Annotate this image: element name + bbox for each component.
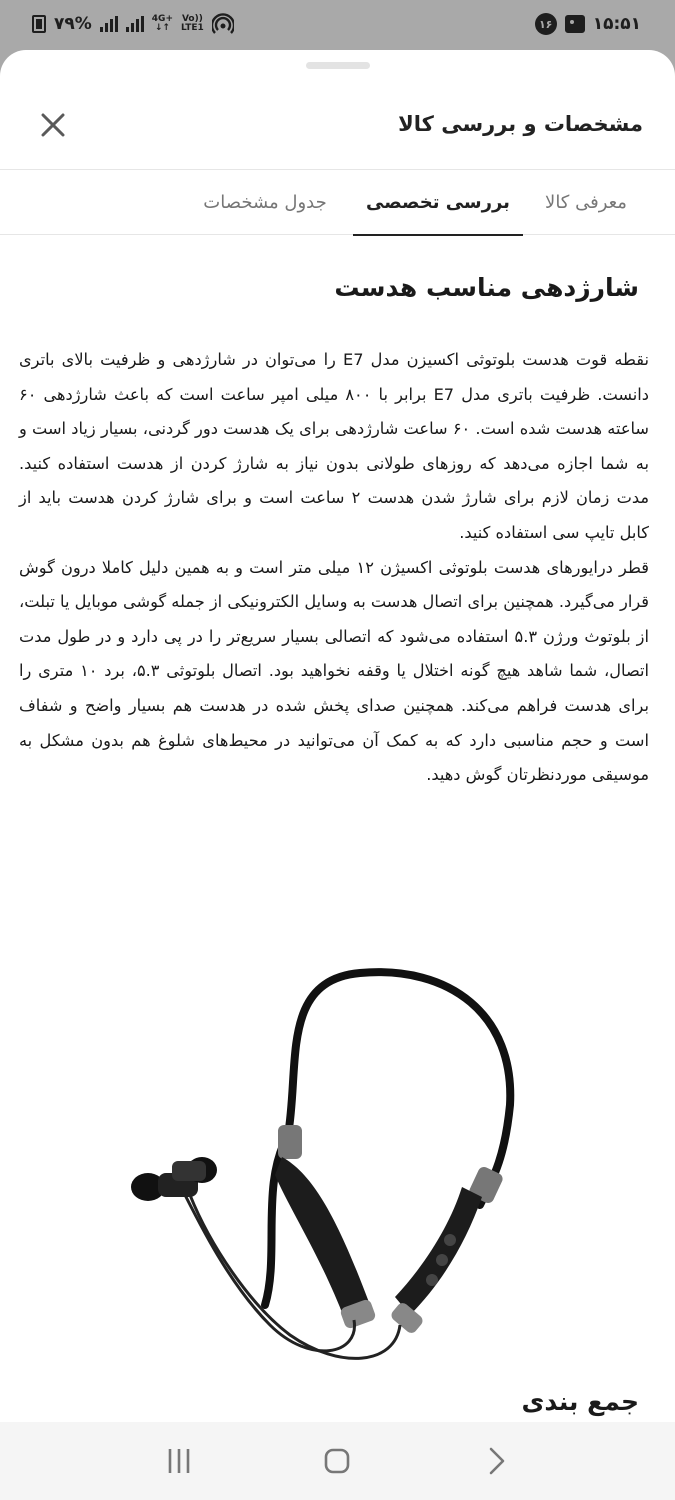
headset-product-image bbox=[110, 925, 550, 1370]
battery-level: ۷۹% bbox=[54, 14, 92, 34]
status-bar bbox=[0, 0, 675, 48]
sheet-header bbox=[0, 90, 675, 170]
volte-indicator bbox=[181, 15, 204, 33]
close-button[interactable] bbox=[38, 110, 68, 140]
lte-label: LTE1 bbox=[181, 23, 204, 33]
network-arrows-icon: ↓↑ bbox=[154, 23, 170, 33]
status-left bbox=[32, 13, 234, 35]
hotspot-icon bbox=[212, 13, 234, 35]
signal-icon bbox=[100, 16, 118, 32]
tab-spec-table[interactable] bbox=[185, 171, 345, 235]
system-nav-bar bbox=[0, 1422, 675, 1500]
tab-label: معرفی کالا bbox=[545, 192, 627, 213]
home-icon bbox=[322, 1446, 352, 1476]
status-right bbox=[535, 13, 641, 35]
sheet-title: مشخصات و بررسی کالا bbox=[398, 112, 643, 136]
sheet-drag-handle[interactable] bbox=[306, 62, 370, 69]
tab-product-intro[interactable] bbox=[525, 171, 647, 235]
tab-bar bbox=[0, 171, 675, 235]
clock: ۱۵:۵۱ bbox=[592, 14, 641, 34]
battery-icon bbox=[32, 15, 46, 33]
network-type bbox=[152, 15, 173, 33]
back-icon bbox=[481, 1446, 511, 1476]
tab-label: جدول مشخصات bbox=[203, 192, 327, 213]
next-section-heading: جمع بندی bbox=[521, 1387, 639, 1416]
recents-button[interactable] bbox=[159, 1441, 199, 1481]
notification-badge: ۱۶ bbox=[535, 13, 557, 35]
tab-expert-review[interactable] bbox=[353, 171, 523, 235]
bottom-sheet bbox=[0, 50, 675, 1422]
gallery-notification-icon bbox=[565, 15, 585, 33]
section-heading: شارژدهی مناسب هدست bbox=[334, 273, 639, 302]
back-button[interactable] bbox=[476, 1441, 516, 1481]
home-button[interactable] bbox=[317, 1441, 357, 1481]
signal-icon-2 bbox=[126, 16, 144, 32]
network-top: 4G+ bbox=[151, 14, 173, 24]
close-icon bbox=[38, 110, 68, 140]
tab-label: بررسی تخصصی bbox=[366, 192, 510, 213]
volte-label: Vo)) bbox=[181, 14, 203, 24]
article-paragraph: نقطه قوت هدست بلوتوثی اکسیزن مدل E7 را می‌توان در شارژدهی و ظرفیت بالای باتری دانست. ظرفیت باتری مدل E7 برابر با ۸۰۰ میلی امپر ساعت است که باعث شارژدهی ۶۰ ساعته هدست شده است. ۶۰ ساعت شارژدهی برای یک هدست دور گردنی، بسیار زیاد است و به شما اجازه می‌دهد که روزهای طولانی بدون نیاز به شارژ کردن از هدست استفاده کنید. مدت زمان لازم برای شارژ شدن هدست ۲ ساعت است و برای شارژ کردن هدست باید از کابل تایپ سی استفاده کنید. قطر درایورهای هدست بلوتوثی اکسیژن ۱۲ میلی متر است و به همین دلیل کاملا درون گوش قرار می‌گیرد. همچنین برای اتصال هدست به وسایل الکترونیکی از جمله گوشی موبایل یا تبلت، از بلوتوث ورژن ۵.۳ استفاده می‌شود که اتصالی بسیار سریع‌تر را در پی دارد و در طول مدت اتصال، شما شاهد هیچ گونه اختلال یا وقفه نخواهید بود. اتصال بلوتوثی ۵.۳، برد ۱۰ متری را برای هدست فراهم می‌کند. همچنین صدای پخش شده در هدست هم بسیار واضح و شفاف است و حجم مناسبی دارد که به کمک آن می‌توانید در محیط‌های شلوغ هم بدون مشکل به موسیقی موردنظرتان گوش دهید. bbox=[19, 350, 649, 785]
recents-icon bbox=[164, 1446, 194, 1476]
